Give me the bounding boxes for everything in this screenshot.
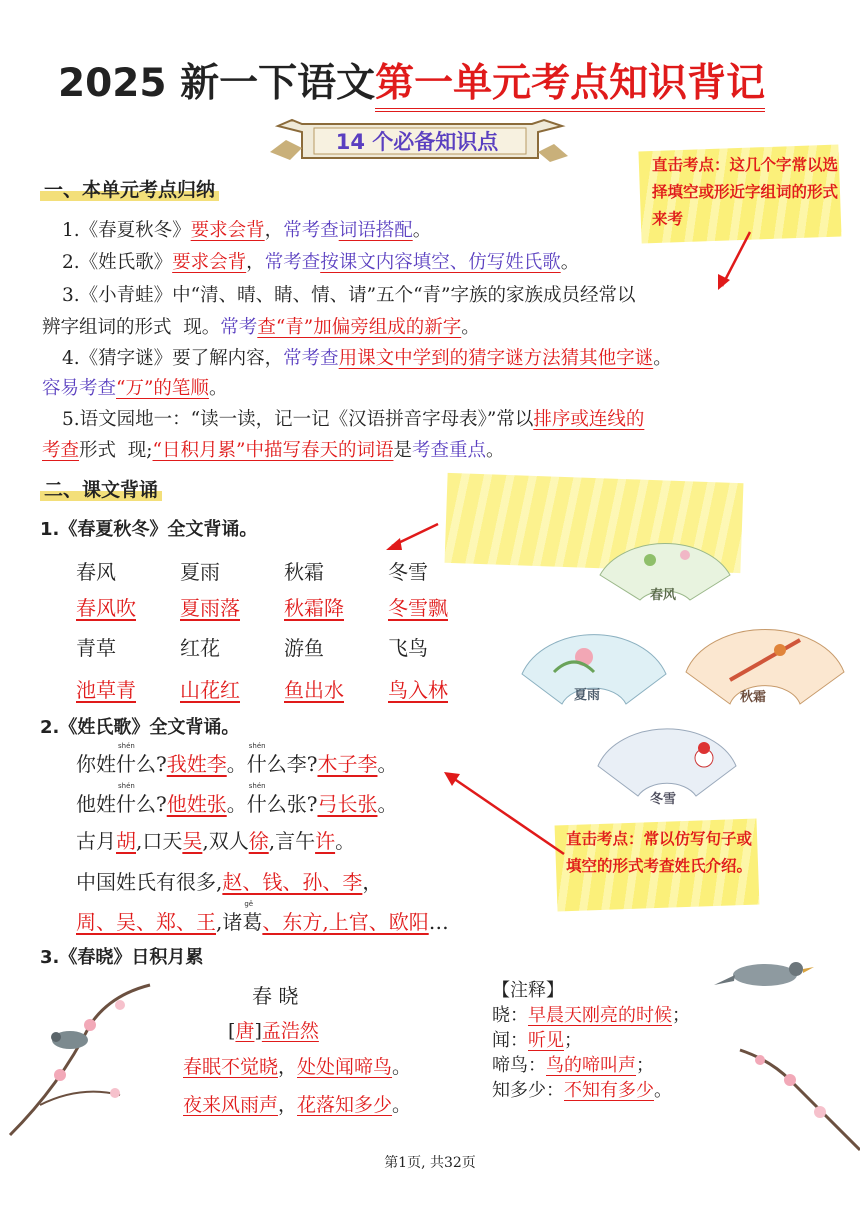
word: 秋霜 bbox=[284, 560, 324, 584]
poem2-line2: 他姓 shén 什么?他姓张。 shén 什么张?弓长张。 bbox=[76, 782, 398, 816]
fan-label-autumn: 秋霜 bbox=[740, 690, 767, 705]
fan-winter bbox=[592, 708, 742, 808]
poem3-line1: 春眠不觉晓，处处闻啼鸟。 bbox=[183, 1056, 412, 1078]
poem3-notes bbox=[492, 978, 690, 1103]
poem2-line4: 中国姓氏有很多,赵、钱、孙、李， bbox=[76, 870, 383, 894]
poem2-line3: 古月胡,口天吴,双人徐,言午许。 bbox=[76, 829, 356, 853]
bird-icon bbox=[710, 945, 820, 1005]
word: 池草青 bbox=[76, 678, 136, 702]
word: 鱼出水 bbox=[284, 678, 344, 702]
word: 山花红 bbox=[180, 678, 240, 702]
blossom-branch-icon bbox=[0, 965, 170, 1145]
title-part1: 2025 新一下语文 bbox=[58, 61, 376, 106]
title-part2: 第一单元考点知识背记 bbox=[375, 61, 765, 112]
poem3-title: 春 晓 bbox=[252, 984, 299, 1008]
word: 红花 bbox=[180, 636, 220, 660]
word: 游鱼 bbox=[284, 636, 324, 660]
word: 春风吹 bbox=[76, 596, 136, 620]
poem3-heading: 3.《春晓》日积月累 bbox=[40, 947, 204, 968]
ribbon-text: 14 个必备知识点 bbox=[335, 130, 499, 154]
item-3-line2: 辨字组词的形式 现。常考查“青”加偏旁组成的新字。 bbox=[42, 317, 480, 338]
item-4-line1: 4.《猜字谜》要了解内容，常考查用课文中学到的猜字谜方法猜其他字谜。 bbox=[62, 348, 672, 369]
page-footer: 第1页, 共32页 bbox=[384, 1155, 476, 1171]
arrow-icon bbox=[440, 766, 570, 862]
word: 冬雪飘 bbox=[388, 596, 448, 620]
word: 秋霜降 bbox=[284, 596, 344, 620]
ribbon-banner bbox=[262, 118, 572, 164]
poem2-line5: 周、吴、郑、王,诸 gě 葛、东方,上官、欧阳… bbox=[76, 900, 449, 934]
blossom-branch-icon bbox=[730, 1040, 860, 1152]
note-item: 啼鸟：鸟的啼叫声； bbox=[492, 1055, 654, 1076]
notes-title: 【注释】 bbox=[492, 980, 564, 1001]
item-2: 2.《姓氏歌》要求会背，常考查按课文内容填空、仿写姓氏歌。 bbox=[62, 252, 580, 273]
word: 冬雪 bbox=[388, 560, 428, 584]
fan-autumn bbox=[680, 610, 850, 710]
section1-heading: 一、本单元考点归纳 bbox=[40, 175, 219, 202]
note-item: 晓：早晨天刚亮的时候； bbox=[492, 1005, 690, 1026]
word: 飞鸟 bbox=[388, 636, 428, 660]
item-3-line1: 3.《小青蛙》中“清、晴、睛、情、请”五个“青”字族的家族成员经常以 bbox=[62, 285, 636, 306]
poem1-heading: 1.《春夏秋冬》全文背诵。 bbox=[40, 519, 258, 540]
section2-heading: 二、课文背诵 bbox=[40, 475, 162, 502]
word: 青草 bbox=[76, 636, 116, 660]
note-1: 直击考点：这几个字常以选择填空或形近字组词的形式来考 bbox=[652, 156, 839, 228]
word: 鸟入林 bbox=[388, 678, 448, 702]
arrow-icon bbox=[380, 518, 444, 554]
fan-spring bbox=[590, 520, 740, 610]
word: 春风 bbox=[76, 560, 116, 584]
arrow-icon bbox=[700, 228, 760, 292]
note-item: 闻：听见； bbox=[492, 1030, 582, 1051]
note-2: 直击考点：常以仿写句子或填空的形式考查姓氏介绍。 bbox=[566, 830, 753, 875]
item-4-line2: 容易考查“万”的笔顺。 bbox=[42, 378, 228, 399]
poem2-line1: 你姓 shén 什么?我姓李。 shén 什么李?木子李。 bbox=[76, 742, 398, 776]
word: 夏雨 bbox=[180, 560, 220, 584]
page-title bbox=[58, 52, 765, 108]
fan-label-summer: 夏雨 bbox=[574, 688, 601, 703]
item-1: 1.《春夏秋冬》要求会背，常考查词语搭配。 bbox=[62, 220, 432, 241]
poem3-author-line: [唐]孟浩然 bbox=[228, 1020, 319, 1042]
note-item: 知多少：不知有多少。 bbox=[492, 1080, 672, 1101]
poem2-heading: 2.《姓氏歌》全文背诵。 bbox=[40, 717, 240, 738]
fan-label-spring: 春风 bbox=[650, 588, 677, 603]
fan-summer bbox=[514, 612, 674, 712]
fan-label-winter: 冬雪 bbox=[650, 792, 677, 807]
poem3-line2: 夜来风雨声，花落知多少。 bbox=[183, 1094, 412, 1116]
item-5-line2: 考查形式 现;“日积月累”中描写春天的词语是考查重点。 bbox=[42, 440, 505, 461]
item-5-line1: 5.语文园地一：“读一读，记一记《汉语拼音字母表》”常以排序或连线的 bbox=[62, 409, 645, 430]
word: 夏雨落 bbox=[180, 596, 240, 620]
